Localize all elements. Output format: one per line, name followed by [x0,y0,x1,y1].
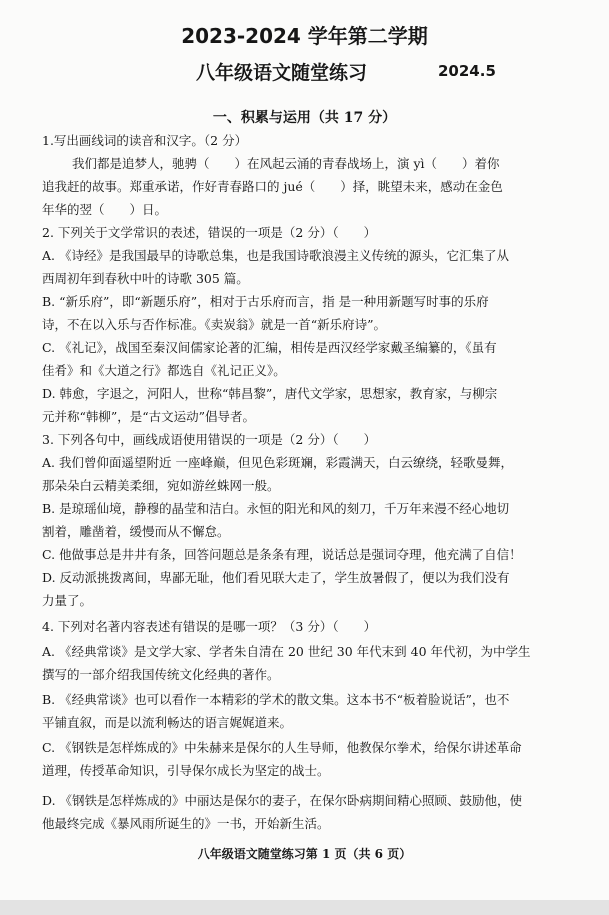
question-3-option-c: C. 他做事总是井井有条，回答问题总是条条有理，说话总是强词夺理，他充满了自信！ [42,547,522,562]
question-3-stem: 3. 下列各句中，画线成语使用错误的一项是（2 分）（ ） [42,432,377,447]
question-2-option-c: C. 《礼记》，战国至秦汉间儒家论著的汇编，相传是西汉经学家戴圣编纂的，《虽有 [42,340,497,355]
page-footer: 八年级语文随堂练习第 1 页（共 6 页） [197,847,412,861]
section-heading: 一、积累与运用（共 17 分） [212,110,397,126]
question-2-option-a: 西周初年到春秋中叶的诗歌 305 篇。 [42,271,249,286]
question-2-option-a: A. 《诗经》是我国最早的诗歌总集，也是我国诗歌浪漫主义传统的源头，它汇集了从 [42,248,509,263]
question-1-stem: 1.写出画线词的读音和汉字。（2 分） [42,133,248,148]
question-2-option-d: 元并称“韩柳”，是“古文运动”倡导者。 [42,409,256,424]
question-3-option-b: 割着，雕凿着，缓慢而从不懈怠。 [42,524,230,539]
question-2-option-b: 诗，不在以入乐与否作标准。《卖炭翁》就是一首“新乐府诗”。 [42,317,387,332]
question-2-stem: 2. 下列关于文学常识的表述，错误的一项是（2 分）（ ） [42,225,377,240]
question-1-text: 追我赶的故事。郑重承诺，作好青春路口的 jué（ ）择，眺望未来，感动在金色 [42,179,503,194]
exam-subtitle: 八年级语文随堂练习 [196,62,368,84]
question-4-option-c: C. 《钢铁是怎样炼成的》中朱赫来是保尔的人生导师，他教保尔拳术，给保尔讲述革命 [42,740,522,755]
question-1-text: 我们都是追梦人，驰骋（ ）在风起云涌的青春战场上，演 yì（ ）着你 [72,156,500,171]
exam-date: 2024.5 [438,62,496,80]
question-4-option-c: 道理，传授革命知识，引导保尔成长为坚定的战士。 [42,763,330,778]
question-2-option-d: D. 韩愈，字退之，河阳人，世称“韩昌黎”，唐代文学家，思想家，教育家，与柳宗 [42,386,498,401]
question-1-text: 年华的翌（ ）日。 [42,202,168,217]
question-3-option-d: 力量了。 [42,593,93,608]
question-3-option-b: B. 是琼瑶仙境，静穆的晶莹和洁白。永恒的阳光和风的刻刀，千万年来漫不经心地切 [42,501,510,516]
question-4-stem: 4. 下列对名著内容表述有错误的是哪一项？（3 分）（ ） [42,619,377,634]
scan-bottom-strip [0,900,609,915]
question-3-option-a: 那朵朵白云精美柔细，宛如游丝蛛网一般。 [42,478,280,493]
question-2-option-b: B. “新乐府”，即“新题乐府”，相对于古乐府而言，指 是一种用新题写时事的乐府 [42,294,489,309]
question-3-option-a: A. 我们曾仰面遥望附近 一座峰巅，但见色彩斑斓，彩霞满天，白云缭绕，轻歌曼舞， [42,455,513,470]
question-3-option-d: D. 反动派挑拨离间，卑鄙无耻，他们看见联大走了，学生放暑假了，便以为我们没有 [42,570,510,585]
exam-title: 2023-2024 学年第二学期 [181,24,428,48]
question-4-option-b: B. 《经典常谈》也可以看作一本精彩的学术的散文集。这本书不“板着脸说话”，也不 [42,692,510,707]
question-4-option-d: 他最终完成《暴风雨所诞生的》一书，开始新生活。 [42,816,330,831]
question-2-option-c: 佳肴》和《大道之行》都选自《礼记正义》。 [42,363,286,378]
question-4-option-b: 平铺直叙，而是以流利畅达的语言娓娓道来。 [42,715,293,730]
question-4-option-a: 撰写的一部介绍我国传统文化经典的著作。 [42,667,280,682]
question-4-option-d: D. 《钢铁是怎样炼成的》中丽达是保尔的妻子，在保尔卧病期间精心照顾、鼓励他，使 [42,793,523,808]
question-4-option-a: A. 《经典常谈》是文学大家、学者朱自清在 20 世纪 30 年代末到 40 年代初，为中学生 [42,644,531,659]
